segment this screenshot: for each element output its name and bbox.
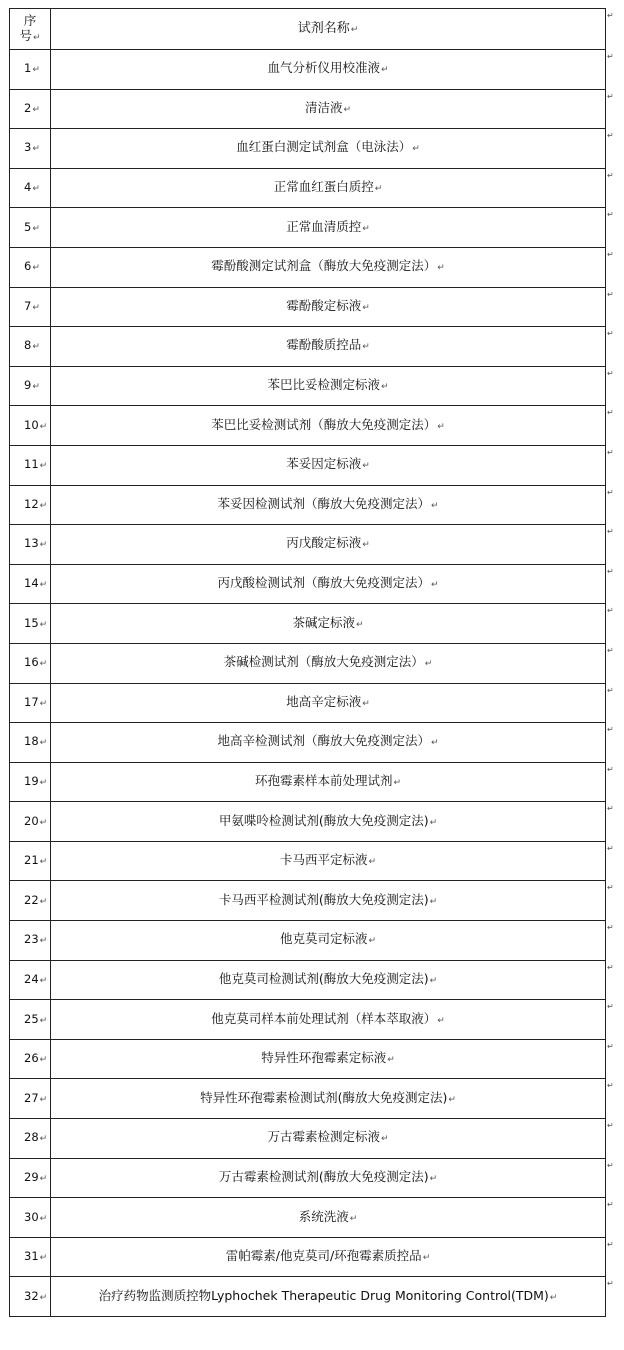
table-row (10, 208, 606, 248)
paragraph-mark-icon: ↵ (39, 619, 48, 630)
paragraph-mark-icon: ↵ (380, 1134, 389, 1145)
row-serial-number-text: 14 (24, 576, 39, 591)
row-serial-number (10, 564, 51, 604)
paragraph-mark-icon: ↵ (32, 382, 40, 393)
table-row (10, 881, 606, 921)
row-end-mark-icon: ↵ (607, 1240, 614, 1249)
row-end-mark-icon: ↵ (607, 1121, 614, 1130)
row-serial-number (10, 89, 51, 129)
row-serial-number-text: 2 (24, 100, 32, 115)
row-reagent-name-text: 系统洗液 (298, 1208, 349, 1224)
row-serial-number (10, 921, 51, 961)
row-serial-number (10, 366, 51, 406)
row-serial-number-text: 32 (24, 1288, 39, 1303)
row-serial-number (10, 1119, 51, 1159)
row-reagent-name-text: 血气分析仪用校准液 (267, 60, 380, 76)
row-serial-number-text: 10 (24, 417, 39, 432)
paragraph-mark-icon: ↵ (429, 896, 438, 907)
row-end-mark-icon: ↵ (607, 1042, 614, 1051)
row-serial-number-text: 28 (24, 1130, 39, 1145)
row-serial-number (10, 1000, 51, 1040)
row-reagent-name (51, 525, 606, 565)
row-end-mark-icon: ↵ (607, 686, 614, 695)
paragraph-mark-icon: ↵ (39, 1094, 48, 1105)
table-row (10, 327, 606, 367)
row-end-mark-icon: ↵ (607, 52, 614, 61)
row-end-mark-icon: ↵ (607, 646, 614, 655)
header-row (10, 9, 606, 50)
row-serial-number-text: 25 (24, 1011, 39, 1026)
row-end-mark-icon: ↵ (607, 408, 614, 417)
paragraph-mark-icon: ↵ (429, 1173, 438, 1184)
row-reagent-name-text: 茶碱定标液 (292, 614, 355, 630)
paragraph-mark-icon: ↵ (380, 382, 389, 393)
row-end-mark-icon: ↵ (607, 92, 614, 101)
row-reagent-name-text: 苯巴比妥检测试剂（酶放大免疫测定法） (211, 416, 437, 432)
paragraph-mark-icon: ↵ (429, 817, 438, 828)
row-end-mark-icon: ↵ (607, 923, 614, 932)
paragraph-mark-icon: ↵ (412, 144, 420, 155)
paragraph-mark-icon: ↵ (39, 857, 48, 868)
row-reagent-name-text: 卡马西平检测试剂(酶放大免疫测定法) (218, 891, 429, 907)
table-row (10, 1000, 606, 1040)
table-row (10, 89, 606, 129)
row-reagent-name-text: 治疗药物监测质控物Lyphochek Therapeutic Drug Monitoring Control(TDM) (98, 1287, 549, 1303)
table-row (10, 247, 606, 287)
row-end-mark-icon: ↵ (607, 210, 614, 219)
row-end-mark-icon: ↵ (607, 883, 614, 892)
paragraph-mark-icon: ↵ (429, 975, 438, 986)
row-serial-number-text: 31 (24, 1249, 39, 1264)
row-serial-number-text: 17 (24, 694, 39, 709)
row-serial-number (10, 208, 51, 248)
paragraph-mark-icon: ↵ (437, 421, 445, 432)
table-row (10, 287, 606, 327)
row-reagent-name (51, 327, 606, 367)
paragraph-mark-icon: ↵ (350, 24, 359, 35)
paragraph-mark-icon: ↵ (343, 104, 352, 115)
row-reagent-name-text: 万古霉素检测定标液 (267, 1129, 380, 1145)
row-serial-number (10, 50, 51, 90)
row-reagent-name (51, 247, 606, 287)
row-reagent-name-text: 地高辛定标液 (286, 693, 362, 709)
row-reagent-name-text: 茶碱检测试剂（酶放大免疫测定法） (223, 654, 424, 670)
row-reagent-name-text: 雷帕霉素/他克莫司/环孢霉素质控品 (225, 1248, 422, 1264)
header-serial-line2: 号 (19, 27, 32, 43)
row-reagent-name-text: 万古霉素检测试剂(酶放大免疫测定法) (218, 1168, 429, 1184)
row-end-mark-icon: ↵ (607, 527, 614, 536)
row-reagent-name-text: 苯妥因定标液 (286, 456, 362, 472)
row-reagent-name (51, 802, 606, 842)
row-reagent-name-text: 特异性环孢霉素定标液 (261, 1050, 387, 1066)
row-serial-number-text: 20 (24, 813, 39, 828)
row-reagent-name (51, 1198, 606, 1238)
row-end-mark-icon: ↵ (607, 1002, 614, 1011)
row-serial-number (10, 604, 51, 644)
row-reagent-name (51, 1158, 606, 1198)
row-serial-number-text: 4 (24, 180, 32, 195)
row-reagent-name-text: 正常血清质控 (286, 218, 362, 234)
row-end-mark-icon: ↵ (607, 290, 614, 299)
row-end-mark-icon: ↵ (607, 606, 614, 615)
row-serial-number-text: 27 (24, 1090, 39, 1105)
table-row (10, 129, 606, 169)
paragraph-mark-icon: ↵ (39, 1213, 48, 1224)
row-serial-number-text: 23 (24, 932, 39, 947)
row-reagent-name (51, 604, 606, 644)
row-reagent-name (51, 89, 606, 129)
table-row (10, 762, 606, 802)
row-serial-number-text: 9 (24, 378, 32, 393)
paragraph-mark-icon: ↵ (39, 817, 48, 828)
row-serial-number (10, 1158, 51, 1198)
table-row (10, 1079, 606, 1119)
paragraph-mark-icon: ↵ (349, 1213, 358, 1224)
paragraph-mark-icon: ↵ (39, 421, 48, 432)
row-reagent-name-text: 苯巴比妥检测定标液 (267, 377, 380, 393)
row-serial-number (10, 287, 51, 327)
row-serial-number (10, 762, 51, 802)
row-reagent-name (51, 1079, 606, 1119)
row-reagent-name (51, 1119, 606, 1159)
paragraph-mark-icon: ↵ (362, 698, 370, 709)
paragraph-mark-icon: ↵ (39, 1292, 48, 1303)
row-serial-number (10, 1039, 51, 1079)
row-serial-number (10, 683, 51, 723)
row-serial-number (10, 881, 51, 921)
row-serial-number (10, 723, 51, 763)
row-reagent-name (51, 50, 606, 90)
paragraph-mark-icon: ↵ (362, 302, 370, 313)
row-end-mark-icon: ↵ (607, 369, 614, 378)
paragraph-mark-icon: ↵ (39, 777, 48, 788)
paragraph-mark-icon: ↵ (32, 342, 40, 353)
table-row (10, 921, 606, 961)
row-reagent-name-text: 他克莫司检测试剂(酶放大免疫测定法) (218, 970, 429, 986)
paragraph-mark-icon: ↵ (362, 342, 370, 353)
row-serial-number-text: 12 (24, 496, 39, 511)
row-end-mark-icon: ↵ (607, 1279, 614, 1288)
row-serial-number (10, 1198, 51, 1238)
row-serial-number (10, 327, 51, 367)
paragraph-mark-icon: ↵ (362, 461, 370, 472)
paragraph-mark-icon: ↵ (39, 936, 48, 947)
row-reagent-name-text: 霉酚酸测定试剂盒（酶放大免疫测定法） (211, 258, 437, 274)
row-end-mark-icon: ↵ (607, 1081, 614, 1090)
table-row (10, 960, 606, 1000)
row-end-mark-icon: ↵ (607, 765, 614, 774)
paragraph-mark-icon: ↵ (362, 223, 370, 234)
row-reagent-name-text: 血红蛋白测定试剂盒（电泳法） (236, 139, 412, 155)
table-row (10, 50, 606, 90)
row-serial-number (10, 525, 51, 565)
table-row (10, 1158, 606, 1198)
row-end-mark-icon: ↵ (607, 1161, 614, 1170)
paragraph-mark-icon: ↵ (437, 263, 445, 274)
row-serial-number-text: 8 (24, 338, 32, 353)
table-row (10, 802, 606, 842)
paragraph-mark-icon: ↵ (39, 1134, 48, 1145)
row-serial-number-text: 1 (24, 61, 32, 76)
row-serial-number (10, 445, 51, 485)
table-row (10, 1198, 606, 1238)
row-reagent-name-text: 霉酚酸质控品 (286, 337, 362, 353)
paragraph-mark-icon: ↵ (39, 659, 48, 670)
paragraph-mark-icon: ↵ (387, 1055, 395, 1066)
row-reagent-name-text: 他克莫司样本前处理试剂（样本萃取液） (211, 1010, 437, 1026)
row-serial-number-text: 21 (24, 853, 39, 868)
table-row (10, 841, 606, 881)
table-row (10, 1039, 606, 1079)
row-end-mark-icon: ↵ (607, 250, 614, 259)
row-reagent-name (51, 406, 606, 446)
row-serial-number-text: 5 (24, 219, 32, 234)
paragraph-mark-icon: ↵ (39, 500, 48, 511)
paragraph-mark-icon: ↵ (424, 659, 433, 670)
paragraph-mark-icon: ↵ (32, 223, 40, 234)
row-reagent-name (51, 208, 606, 248)
row-reagent-name-text: 霉酚酸定标液 (286, 297, 362, 313)
row-reagent-name (51, 762, 606, 802)
table-row (10, 1119, 606, 1159)
paragraph-mark-icon: ↵ (32, 263, 40, 274)
row-reagent-name (51, 287, 606, 327)
table-row (10, 564, 606, 604)
header-serial-number (10, 9, 51, 50)
row-serial-number-text: 16 (24, 655, 39, 670)
row-end-mark-icon: ↵ (607, 804, 614, 813)
row-serial-number (10, 643, 51, 683)
row-end-mark-icon: ↵ (607, 1200, 614, 1209)
row-serial-number (10, 485, 51, 525)
row-serial-number-text: 30 (24, 1209, 39, 1224)
row-reagent-name (51, 445, 606, 485)
row-reagent-name (51, 168, 606, 208)
row-reagent-name (51, 683, 606, 723)
row-serial-number-text: 13 (24, 536, 39, 551)
paragraph-mark-icon: ↵ (422, 1253, 431, 1264)
table-body (10, 50, 606, 1317)
row-reagent-name-text: 丙戊酸检测试剂（酶放大免疫测定法） (217, 575, 430, 591)
row-reagent-name (51, 564, 606, 604)
table-row (10, 406, 606, 446)
paragraph-mark-icon: ↵ (430, 738, 439, 749)
paragraph-mark-icon: ↵ (32, 144, 40, 155)
row-reagent-name-text: 丙戊酸定标液 (286, 535, 362, 551)
paragraph-mark-icon: ↵ (39, 540, 48, 551)
paragraph-mark-icon: ↵ (32, 65, 40, 76)
row-serial-number-text: 6 (24, 259, 32, 274)
paragraph-mark-icon: ↵ (393, 777, 402, 788)
paragraph-mark-icon: ↵ (39, 738, 48, 749)
row-reagent-name (51, 643, 606, 683)
row-serial-number (10, 960, 51, 1000)
row-serial-number (10, 1277, 51, 1317)
row-serial-number (10, 406, 51, 446)
row-serial-number-text: 11 (24, 457, 39, 472)
paragraph-mark-icon: ↵ (39, 1015, 48, 1026)
row-serial-number (10, 841, 51, 881)
row-reagent-name (51, 960, 606, 1000)
row-serial-number (10, 1079, 51, 1119)
row-end-mark-icon: ↵ (607, 11, 614, 20)
paragraph-mark-icon: ↵ (549, 1292, 558, 1303)
paragraph-mark-icon: ↵ (39, 896, 48, 907)
paragraph-mark-icon: ↵ (437, 1015, 445, 1026)
row-reagent-name (51, 921, 606, 961)
row-reagent-name (51, 1277, 606, 1317)
paragraph-mark-icon: ↵ (39, 698, 48, 709)
row-reagent-name (51, 129, 606, 169)
row-reagent-name (51, 881, 606, 921)
row-serial-number (10, 247, 51, 287)
row-reagent-name (51, 1039, 606, 1079)
header-reagent-name (51, 9, 606, 50)
row-serial-number-text: 26 (24, 1051, 39, 1066)
row-serial-number-text: 22 (24, 892, 39, 907)
table-row (10, 366, 606, 406)
row-reagent-name (51, 1237, 606, 1277)
row-serial-number (10, 802, 51, 842)
paragraph-mark-icon: ↵ (430, 580, 439, 591)
row-end-mark-icon: ↵ (607, 329, 614, 338)
row-reagent-name (51, 841, 606, 881)
paragraph-mark-icon: ↵ (368, 936, 377, 947)
row-reagent-name-text: 他克莫司定标液 (279, 931, 368, 947)
row-reagent-name-text: 清洁液 (304, 99, 343, 115)
row-serial-number-text: 19 (24, 773, 39, 788)
table-row (10, 485, 606, 525)
table-row (10, 445, 606, 485)
header-serial-line1: 序 (23, 12, 37, 28)
row-end-mark-icon: ↵ (607, 488, 614, 497)
row-reagent-name (51, 366, 606, 406)
row-reagent-name (51, 1000, 606, 1040)
row-serial-number (10, 129, 51, 169)
table-row (10, 723, 606, 763)
row-serial-number (10, 1237, 51, 1277)
row-end-mark-icon: ↵ (607, 725, 614, 734)
paragraph-mark-icon: ↵ (374, 184, 383, 195)
paragraph-mark-icon: ↵ (39, 1253, 48, 1264)
row-reagent-name-text: 地高辛检测试剂（酶放大免疫测定法） (217, 733, 430, 749)
table-row (10, 1277, 606, 1317)
row-reagent-name-text: 卡马西平定标液 (279, 852, 368, 868)
paragraph-mark-icon: ↵ (39, 580, 48, 591)
paragraph-mark-icon: ↵ (39, 461, 48, 472)
row-serial-number-text: 7 (24, 298, 32, 313)
row-reagent-name-text: 甲氨喋呤检测试剂(酶放大免疫测定法) (218, 812, 429, 828)
table-row (10, 683, 606, 723)
paragraph-mark-icon: ↵ (32, 104, 40, 115)
row-serial-number (10, 168, 51, 208)
row-serial-number-text: 18 (24, 734, 39, 749)
row-end-mark-icon: ↵ (607, 131, 614, 140)
paragraph-mark-icon: ↵ (32, 302, 40, 313)
row-serial-number-text: 24 (24, 971, 39, 986)
row-reagent-name-text: 特异性环孢霉素检测试剂(酶放大免疫测定法) (200, 1089, 448, 1105)
paragraph-mark-icon: ↵ (32, 184, 40, 195)
paragraph-mark-icon: ↵ (380, 65, 389, 76)
paragraph-mark-icon: ↵ (430, 500, 439, 511)
table-row (10, 643, 606, 683)
paragraph-mark-icon: ↵ (362, 540, 370, 551)
row-end-mark-icon: ↵ (607, 963, 614, 972)
row-serial-number-text: 3 (24, 140, 32, 155)
paragraph-mark-icon: ↵ (39, 1173, 48, 1184)
row-end-mark-icon: ↵ (607, 844, 614, 853)
row-reagent-name-text: 苯妥因检测试剂（酶放大免疫测定法） (217, 495, 430, 511)
row-end-mark-icon: ↵ (607, 171, 614, 180)
paragraph-mark-icon: ↵ (368, 857, 377, 868)
row-end-mark-icon: ↵ (607, 448, 614, 457)
row-reagent-name (51, 485, 606, 525)
row-serial-number-text: 15 (24, 615, 39, 630)
row-serial-number-text: 29 (24, 1169, 39, 1184)
paragraph-mark-icon: ↵ (39, 1055, 48, 1066)
table-row (10, 168, 606, 208)
table-row (10, 525, 606, 565)
paragraph-mark-icon: ↵ (355, 619, 364, 630)
row-end-mark-icon: ↵ (607, 567, 614, 576)
paragraph-mark-icon: ↵ (448, 1094, 456, 1105)
paragraph-mark-icon: ↵ (32, 32, 41, 43)
reagent-table (9, 8, 606, 1317)
table-row (10, 1237, 606, 1277)
row-reagent-name-text: 环孢霉素样本前处理试剂 (254, 772, 393, 788)
row-reagent-name-text: 正常血红蛋白质控 (273, 179, 374, 195)
header-reagent-name-text: 试剂名称 (297, 20, 350, 36)
table-row (10, 604, 606, 644)
row-reagent-name (51, 723, 606, 763)
paragraph-mark-icon: ↵ (39, 975, 48, 986)
